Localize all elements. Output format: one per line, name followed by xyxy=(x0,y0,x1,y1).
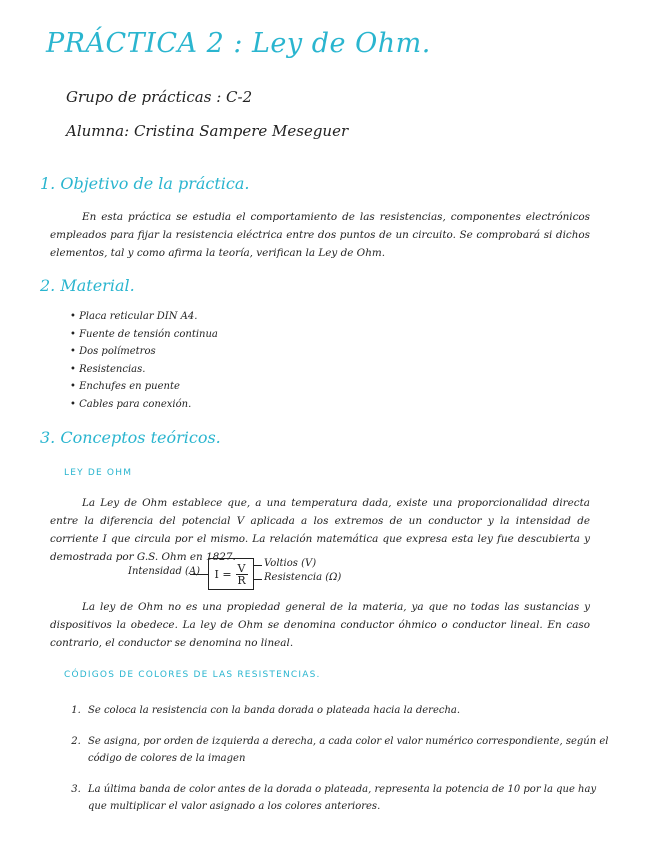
ohm-law-paragraph-2: La ley de Ohm no es una propiedad general de la materia, ya que no todas las sustancias y dispositivos la obedece. La ley de Ohm se denomina conductor óhmico o conductor lineal. En caso contrario, el conductor se denomina no lineal. xyxy=(50,601,590,649)
page-title: PRÁCTICA 2 : Ley de Ohm. xyxy=(46,28,431,59)
list-item: 3. La última banda de color antes de la dorada o plateada, representa la potencia de 10 por la que hay que multiplicar el valor asignado a los colores anteriores. xyxy=(84,781,614,815)
list-item: • Resistencias. xyxy=(70,361,218,379)
material-heading: 2. Material. xyxy=(40,276,135,295)
list-item: • Cables para conexión. xyxy=(70,396,218,414)
list-item: 1. Se coloca la resistencia con la banda dorada o plateada hacia la derecha. xyxy=(84,702,614,719)
formula-volts-label: Voltios (V) xyxy=(264,558,317,569)
formula-intensity-label: Intensidad (A) xyxy=(128,566,201,577)
list-item: 2. Se asigna, por orden de izquierda a derecha, a cada color el valor numérico correspondiente, según el código de colores de la imagen xyxy=(84,733,614,767)
student-label: Alumna: Cristina Sampere Meseguer xyxy=(66,122,349,140)
arrow-right-icon xyxy=(190,574,208,575)
arrow-right-icon xyxy=(254,565,262,566)
material-list xyxy=(70,308,218,413)
list-item: • Fuente de tensión continua xyxy=(70,326,218,344)
formula-fraction xyxy=(236,563,248,586)
ohm-formula xyxy=(128,558,428,590)
color-codes-list xyxy=(64,702,614,829)
ohm-law-subheading: LEY DE OHM xyxy=(64,468,133,478)
arrow-right-icon xyxy=(254,579,262,580)
color-codes-subheading: CÓDIGOS DE COLORES DE LAS RESISTENCIAS. xyxy=(64,670,321,680)
list-item: • Placa reticular DIN A4. xyxy=(70,308,218,326)
formula-numerator: V xyxy=(237,561,246,575)
group-label: Grupo de prácticas : C-2 xyxy=(66,88,253,106)
formula-box xyxy=(208,558,254,590)
concepts-heading: 3. Conceptos teóricos. xyxy=(40,428,221,447)
list-item: • Enchufes en puente xyxy=(70,378,218,396)
ohm-law-paragraph: La Ley de Ohm establece que, a una temperatura dada, existe una proporcionalidad directa entre la diferencia del potencial V aplicada a los extremos de un conductor y la intensidad de corriente I que circula por el mismo. La relación matemática que expresa esta ley fue descubierta y demostrada por G.S. Ohm en 1827. xyxy=(50,497,590,563)
formula-eq-left: I = xyxy=(214,567,232,581)
list-item: • Dos polímetros xyxy=(70,343,218,361)
objective-heading: 1. Objetivo de la práctica. xyxy=(40,174,250,193)
objective-paragraph: En esta práctica se estudia el comportamiento de las resistencias, componentes electrónicos empleados para fijar la resistencia eléctrica entre dos puntos de un circuito. Se comprobará si dichos elementos, tal y como afirma la teoría, verifican la Ley de Ohm. xyxy=(50,211,590,259)
formula-resistance-label: Resistencia (Ω) xyxy=(264,572,342,583)
formula-denominator: R xyxy=(237,573,246,587)
